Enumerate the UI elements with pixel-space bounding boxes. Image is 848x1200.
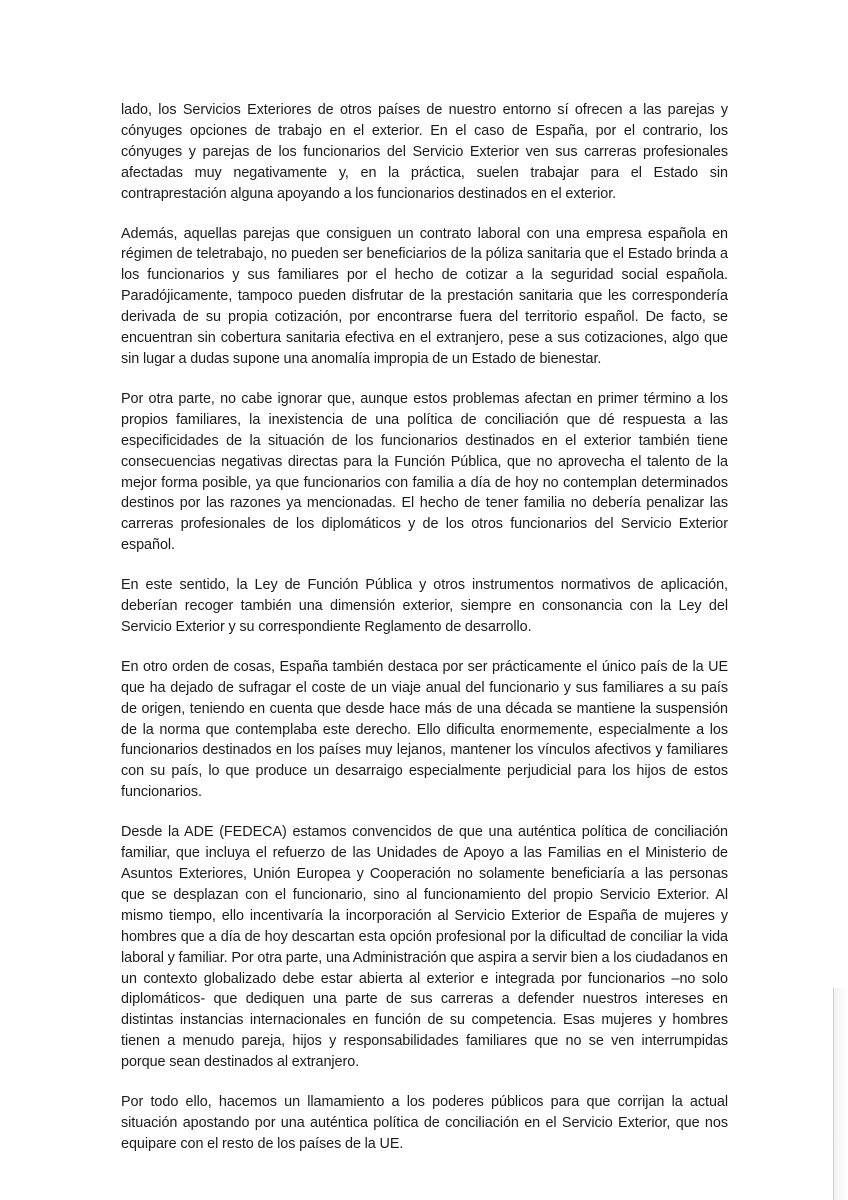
paragraph-1: lado, los Servicios Exteriores de otros países de nuestro entorno sí ofrecen a las parejas y cónyuges opciones de trabajo en el exterior. En el caso de España, por el contrario, los cónyuges y parejas de los funcionarios del Servicio Exterior ven sus carreras profesionales afectadas muy negativamente y, en la práctica, suelen trabajar para el Estado sin contraprestación alguna apoyando a los funcionarios destinados en el exterior. — [121, 102, 728, 202]
page-edge-fold — [833, 988, 848, 1200]
paragraph-5: En otro orden de cosas, España también destaca por ser prácticamente el único país de la UE que ha dejado de sufragar el coste de un viaje anual del funcionario y sus familiares a su país de origen, teniendo en cuenta que desde hace más de una década se mantiene la suspensión de la norma que contemplaba este derecho. Ello dificulta enormemente, especialmente a los funcionarios destinados en los países muy lejanos, mantener los vínculos afectivos y familiares con su país, lo que produce un desarraigo especialmente perjudicial para los hijos de estos funcionarios. — [121, 658, 728, 801]
paragraph-3: Por otra parte, no cabe ignorar que, aunque estos problemas afectan en primer término a los propios familiares, la inexistencia de una política de conciliación que dé respuesta a las especificidades de la situación de los funcionarios destinados en el exterior también tiene consecuencias negativas directas para la Función Pública, que no aprovecha el talento de la mejor forma posible, ya que funcionarios con familia a día de hoy no contemplan determinados destinos por las razones ya mencionadas. El hecho de tener familia no debería penalizar las carreras profesionales de los diplomáticos y de los otros funcionarios del Servicio Exterior español. — [121, 390, 728, 554]
paragraph-7: Por todo ello, hacemos un llamamiento a los poderes públicos para que corrijan la actual situación apostando por una auténtica política de conciliación en el Servicio Exterior, que nos equipare con el resto de los países de la UE. — [121, 1094, 728, 1152]
document-body — [121, 100, 728, 1174]
paragraph-4: En este sentido, la Ley de Función Pública y otros instrumentos normativos de aplicación, deberían recoger también una dimensión exterior, siempre en consonancia con la Ley del Servicio Exterior y su correspondiente Reglamento de desarrollo. — [121, 577, 728, 635]
paragraph-6: Desde la ADE (FEDECA) estamos convencidos de que una auténtica política de conciliación familiar, que incluya el refuerzo de las Unidades de Apoyo a las Familias en el Ministerio de Asuntos Exteriores, Unión Europea y Cooperación no solamente beneficiaría a las personas que se desplazan con el funcionario, sino al funcionamiento del propio Servicio Exterior. Al mismo tiempo, ello incentivaría la incorporación al Servicio Exterior de España de mujeres y hombres que a día de hoy descartan esta opción profesional por la dificultad de conciliar la vida laboral y familiar. Por otra parte, una Administración que aspira a servir bien a los ciudadanos en un contexto globalizado debe estar abierta al exterior e integrada por funcionarios –no solo diplomáticos- que dediquen una parte de sus carreras a defender nuestros intereses en distintas instancias internacionales en función de su competencia. Esas mujeres y hombres tienen a menudo pareja, hijos y responsabilidades familiares que no se ven interrumpidas porque sean destinados al extranjero. — [121, 824, 728, 1071]
paragraph-2: Además, aquellas parejas que consiguen un contrato laboral con una empresa española en régimen de teletrabajo, no pueden ser beneficiarios de la póliza sanitaria que el Estado brinda a los funcionarios y sus familiares por el hecho de cotizar a la seguridad social española. Paradójicamente, tampoco pueden disfrutar de la prestación sanitaria que les correspondería derivada de su propia cotización, por encontrarse fuera del territorio español. De facto, se encuentran sin cobertura sanitaria efectiva en el extranjero, pese a sus cotizaciones, algo que sin lugar a dudas supone una anomalía impropia de un Estado de bienestar. — [121, 225, 728, 367]
